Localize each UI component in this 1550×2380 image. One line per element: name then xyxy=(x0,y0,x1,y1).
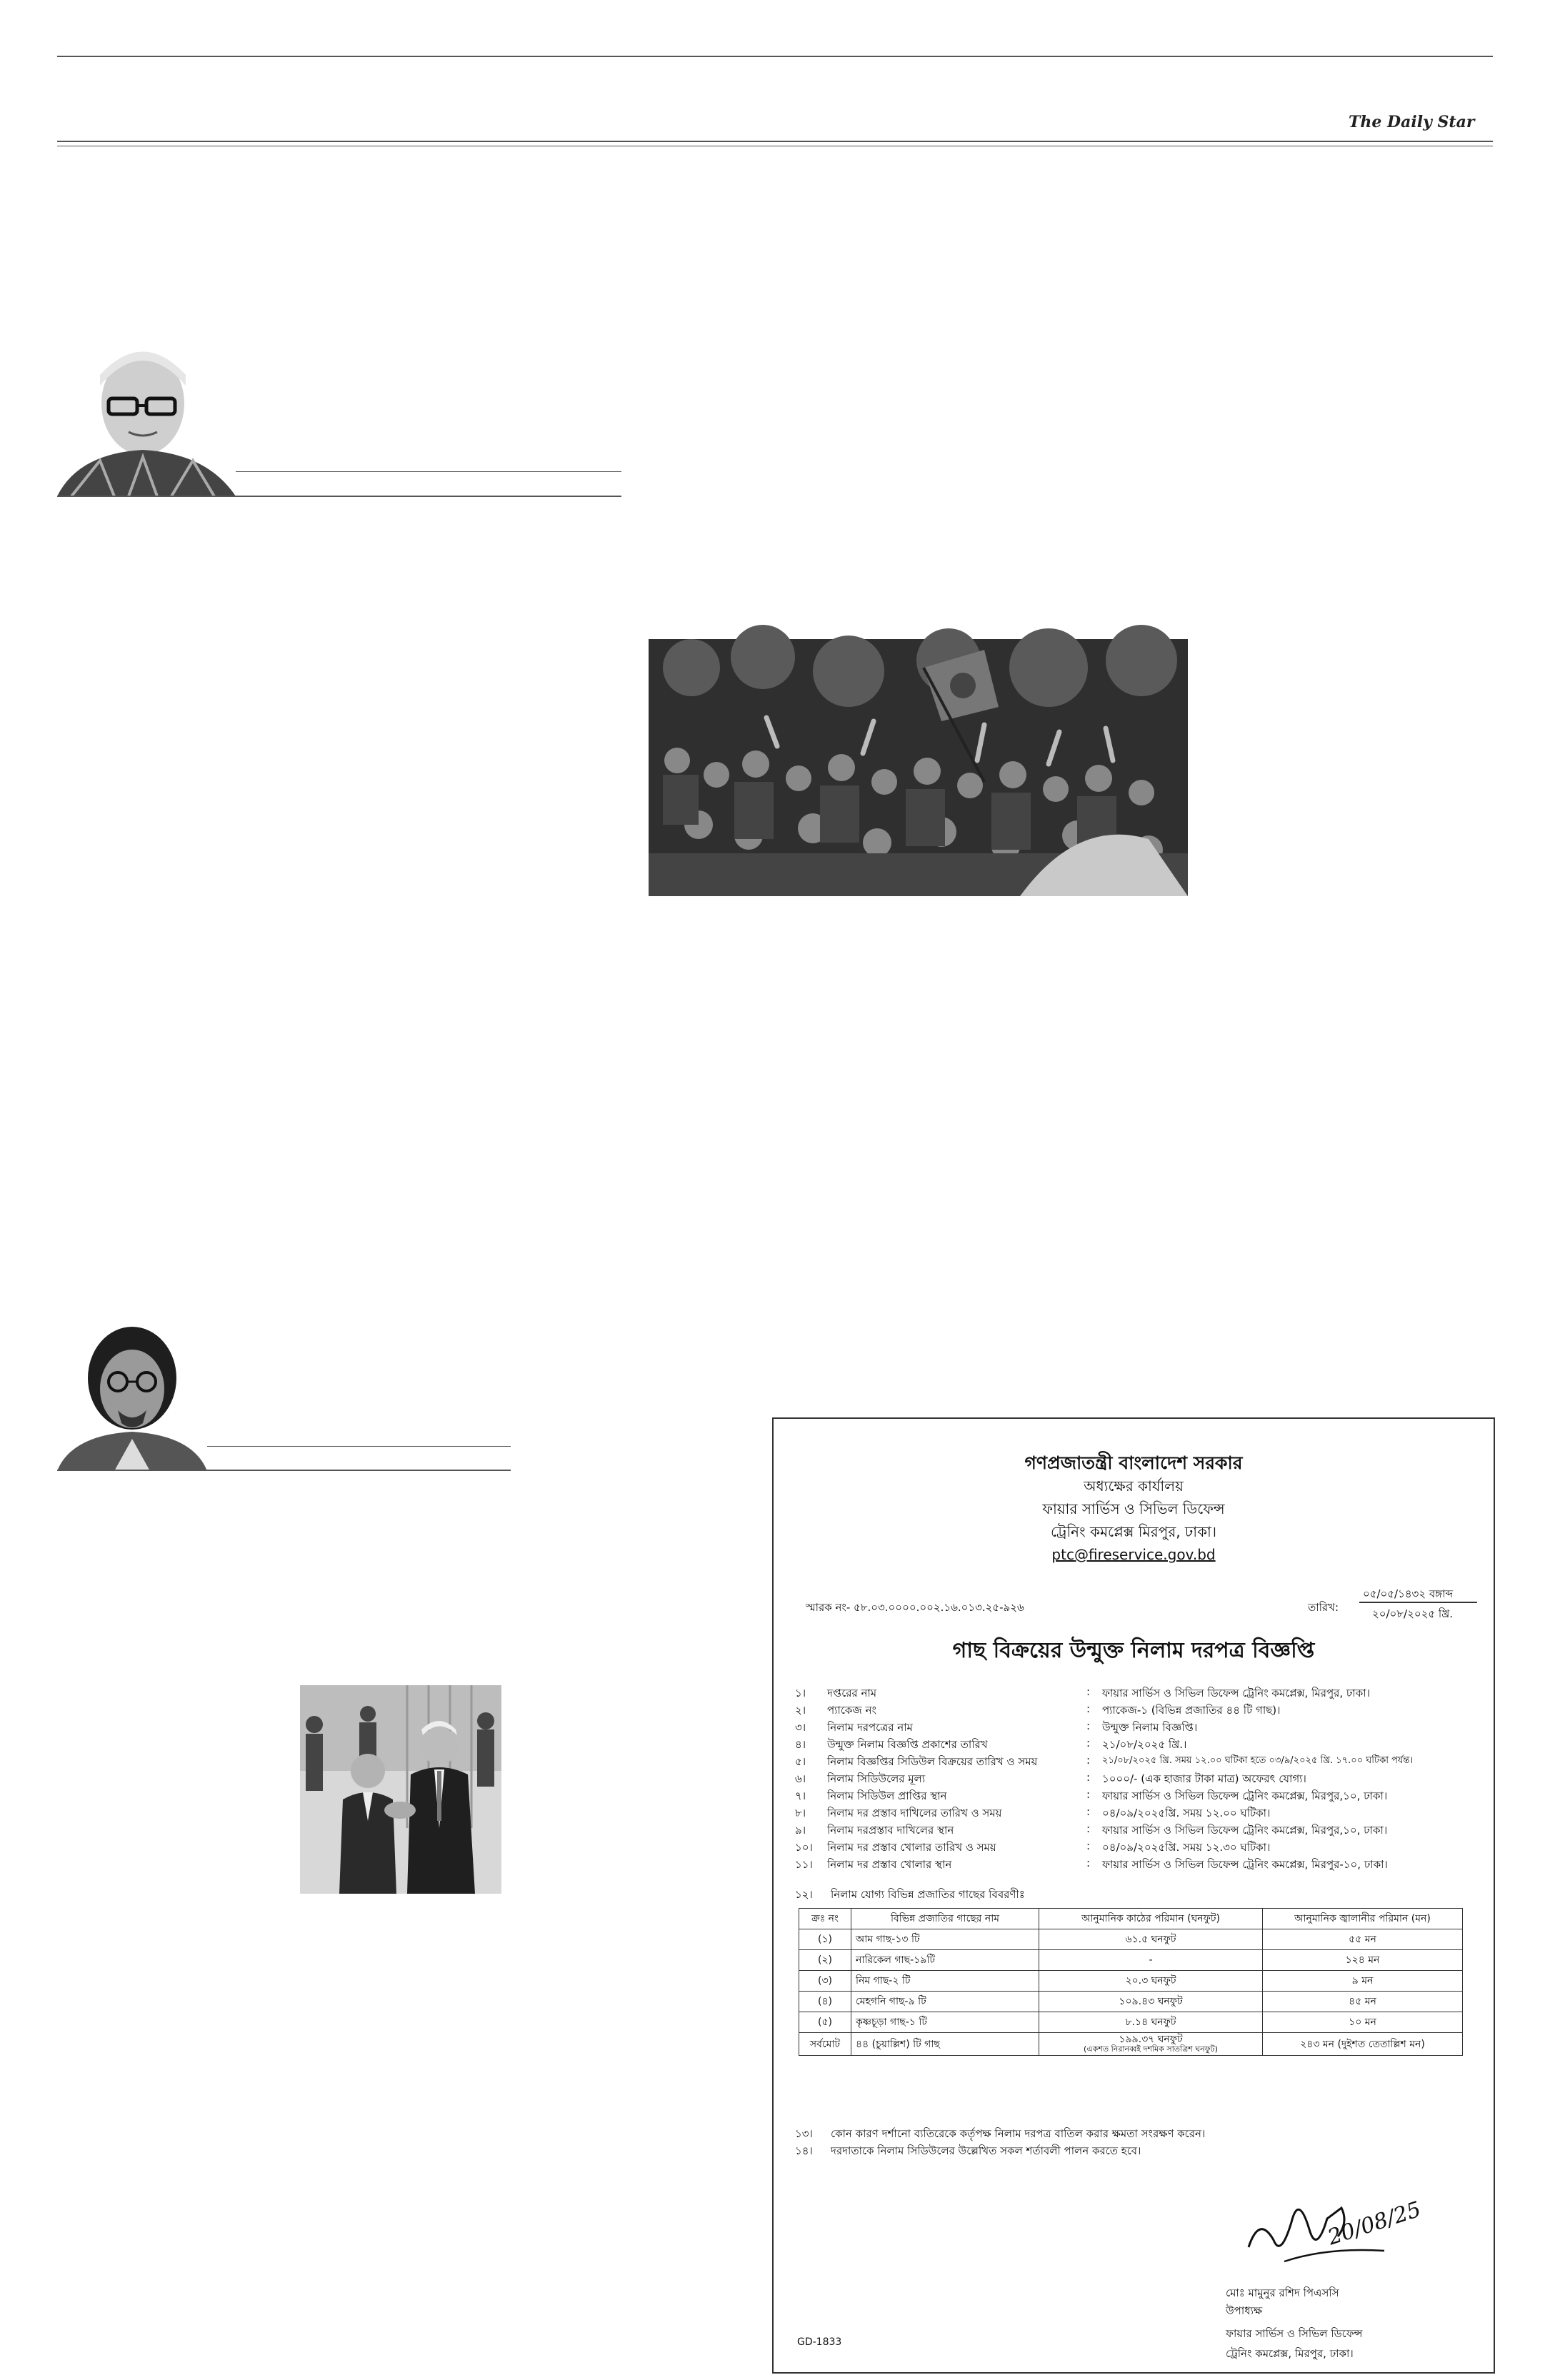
notice-memo: স্মারক নং- ৫৮.০৩.০০০০.০০২.১৬.০১৩.২৫-৯২৬ xyxy=(806,1601,1024,1614)
table-header: ক্রঃ নং xyxy=(799,1909,851,1929)
columnist-2-rule-b xyxy=(57,1470,511,1471)
signatory-name: মোঃ মামুনুর রশিদ পিএসসি xyxy=(1226,2286,1339,2299)
notice-email-link[interactable] xyxy=(774,1546,1494,1563)
notice-date-english: ২০/০৮/২০২৫ খ্রি. xyxy=(1372,1607,1454,1620)
notice-code: GD-1833 xyxy=(797,2336,842,2348)
signatory-place: ট্রেনিং কমপ্লেক্স, মিরপুর, ঢাকা। xyxy=(1226,2347,1354,2360)
table-header: আনুমানিক জ্বালানীর পরিমান (মন) xyxy=(1263,1909,1463,1929)
notice-item: ৯। নিলাম দরপ্রস্তাব দাখিলের স্থান : ফায়ার সার্ভিস ও সিভিল ডিফেন্স ট্রেনিং কমপ্লেক্স, মিরপুর,১০, ঢাকা। xyxy=(795,1822,1388,1837)
footer-item: ১৩। কোন কারণ দর্শানো ব্যতিরেকে কর্তৃপক্ষ নিলাম দরপত্র বাতিল করার ক্ষমতা সংরক্ষণ করেন। xyxy=(795,2127,1206,2140)
notice-item: ৫। নিলাম বিজ্ঞপ্তির সিডিউল বিক্রয়ের তারিখ ও সময় : ২১/০৮/২০২৫ খ্রি. সময় ১২.০০ ঘটিকা হতে ০৩/৯/২০২৫ খ্রি. ১৭.০০ ঘটিকা পর্যন্ত। xyxy=(795,1754,1414,1768)
notice-item: ১১। নিলাম দর প্রস্তাব খোলার স্থান : ফায়ার সার্ভিস ও সিভিল ডিফেন্স ট্রেনিং কমপ্লেক্স, মিরপুর-১০, ঢাকা। xyxy=(795,1857,1388,1871)
columnist-photo-1 xyxy=(57,336,236,496)
notice-date-label: তারিখ: xyxy=(1308,1601,1339,1614)
footer-item: ১৪। দরদাতাকে নিলাম সিডিউলের উল্লেখিত সকল শর্তাবলী পালন করতে হবে। xyxy=(795,2144,1141,2157)
signature xyxy=(1241,2179,1424,2272)
tender-notice xyxy=(772,1417,1495,2374)
table-header: আনুমানিক কাঠের পরিমান (ঘনফুট) xyxy=(1039,1909,1263,1929)
signature-date: 20/08/25 xyxy=(1324,2196,1424,2251)
total-label: সর্বমোট xyxy=(799,2033,851,2056)
table-row: (৫) কৃষ্ণচূড়া গাছ-১ টি ৮.১৪ ঘনফুট ১০ মন xyxy=(799,2012,1463,2033)
notice-item: ৬। নিলাম সিডিউলের মূল্য : ১০০০/- (এক হাজার টাকা মাত্র) অফেরৎ যোগ্য। xyxy=(795,1771,1306,1785)
columnist-2-rule-a xyxy=(207,1446,511,1447)
notice-item: ১। দপ্তরের নাম : ফায়ার সার্ভিস ও সিভিল ডিফেন্স ট্রেনিং কমপ্লেক্স, মিরপুর, ঢাকা। xyxy=(795,1685,1370,1699)
signatory-org: ফায়ার সার্ভিস ও সিভিল ডিফেন্স xyxy=(1226,2327,1363,2340)
total-fuel: ২৪৩ মন (দুইশত তেতাল্লিশ মন) xyxy=(1263,2033,1463,2056)
notice-item: ৪। উন্মুক্ত নিলাম বিজ্ঞপ্তি প্রকাশের তারিখ : ২১/০৮/২০২৫ খ্রি.। xyxy=(795,1737,1187,1751)
notice-office: অধ্যক্ষের কার্যালয় xyxy=(1084,1477,1184,1495)
top-rule xyxy=(57,56,1493,57)
tree-table xyxy=(799,1908,1463,2056)
notice-government: গণপ্রজাতন্ত্রী বাংলাদেশ সরকার xyxy=(1024,1452,1243,1473)
handshake-photo xyxy=(300,1685,501,1894)
table-row: (১) আম গাছ-১৩ টি ৬১.৫ ঘনফুট ৫৫ মন xyxy=(799,1929,1463,1950)
masthead-rule-1 xyxy=(57,141,1493,142)
columnist-1-rule-b xyxy=(57,496,621,497)
signatory-designation: উপাধ্যক্ষ xyxy=(1226,2304,1263,2317)
masthead-brand: The Daily Star xyxy=(1349,113,1475,131)
notice-email[interactable]: ptc@fireservice.gov.bd xyxy=(1051,1546,1216,1563)
table-header-row xyxy=(799,1909,1463,1929)
notice-item: ৮। নিলাম দর প্রস্তাব দাখিলের তারিখ ও সময় : ০৪/০৯/২০২৫খ্রি. সময় ১২.০০ ঘটিকা। xyxy=(795,1805,1271,1819)
columnist-photo-2 xyxy=(57,1310,207,1471)
notice-complex: ট্রেনিং কমপ্লেক্স মিরপুর, ঢাকা। xyxy=(1051,1523,1216,1540)
total-trees: ৪৪ (চুয়াল্লিশ) টি গাছ xyxy=(851,2033,1039,2056)
notice-item: ১০। নিলাম দর প্রস্তাব খোলার তারিখ ও সময় : ০৪/০৯/২০২৫খ্রি. সময় ১২.৩০ ঘটিকা। xyxy=(795,1839,1271,1854)
notice-item: ৭। নিলাম সিডিউল প্রাপ্তির স্থান : ফায়ার সার্ভিস ও সিভিল ডিফেন্স ট্রেনিং কমপ্লেক্স, মিরপুর,১০, ঢাকা। xyxy=(795,1788,1388,1802)
table-row: (৪) মেহগনি গাছ-৯ টি ১০৯.৪৩ ঘনফুট ৪৫ মন xyxy=(799,1992,1463,2012)
table-row: (২) নারিকেল গাছ-১৯টি - ১২৪ মন xyxy=(799,1950,1463,1971)
total-wood-words: (একশত নিরানব্বই দশমিক সাতত্রিশ ঘনফুট) xyxy=(1084,2044,1218,2054)
table-header: বিভিন্ন প্রজাতির গাছের নাম xyxy=(851,1909,1039,1929)
table-total-row xyxy=(799,2033,1463,2056)
total-wood: ১৯৯.৩৭ ঘনফুট (একশত নিরানব্বই দশমিক সাতত্রিশ ঘনফুট) xyxy=(1039,2033,1263,2056)
notice-title: গাছ বিক্রয়ের উন্মুক্ত নিলাম দরপত্র বিজ্ঞপ্তি xyxy=(952,1638,1315,1663)
table-row: (৩) নিম গাছ-২ টি ২০.৩ ঘনফুট ৯ মন xyxy=(799,1971,1463,1992)
notice-date-bangla: ০৫/০৫/১৪৩২ বঙ্গাব্দ xyxy=(1363,1587,1453,1600)
table-intro: ১২। নিলাম যোগ্য বিভিন্ন প্রজাতির গাছের বিবরণীঃ xyxy=(795,1888,1025,1901)
columnist-1-rule-a xyxy=(236,471,621,472)
notice-department: ফায়ার সার্ভিস ও সিভিল ডিফেন্স xyxy=(1042,1500,1225,1517)
date-divider xyxy=(1359,1602,1477,1603)
notice-item: ২। প্যাকেজ নং : প্যাকেজ-১ (বিভিন্ন প্রজাতির ৪৪ টি গাছ)। xyxy=(795,1702,1281,1717)
protest-photo xyxy=(649,639,1188,896)
notice-item: ৩। নিলাম দরপত্রের নাম : উন্মুক্ত নিলাম বিজ্ঞপ্তি। xyxy=(795,1719,1198,1734)
